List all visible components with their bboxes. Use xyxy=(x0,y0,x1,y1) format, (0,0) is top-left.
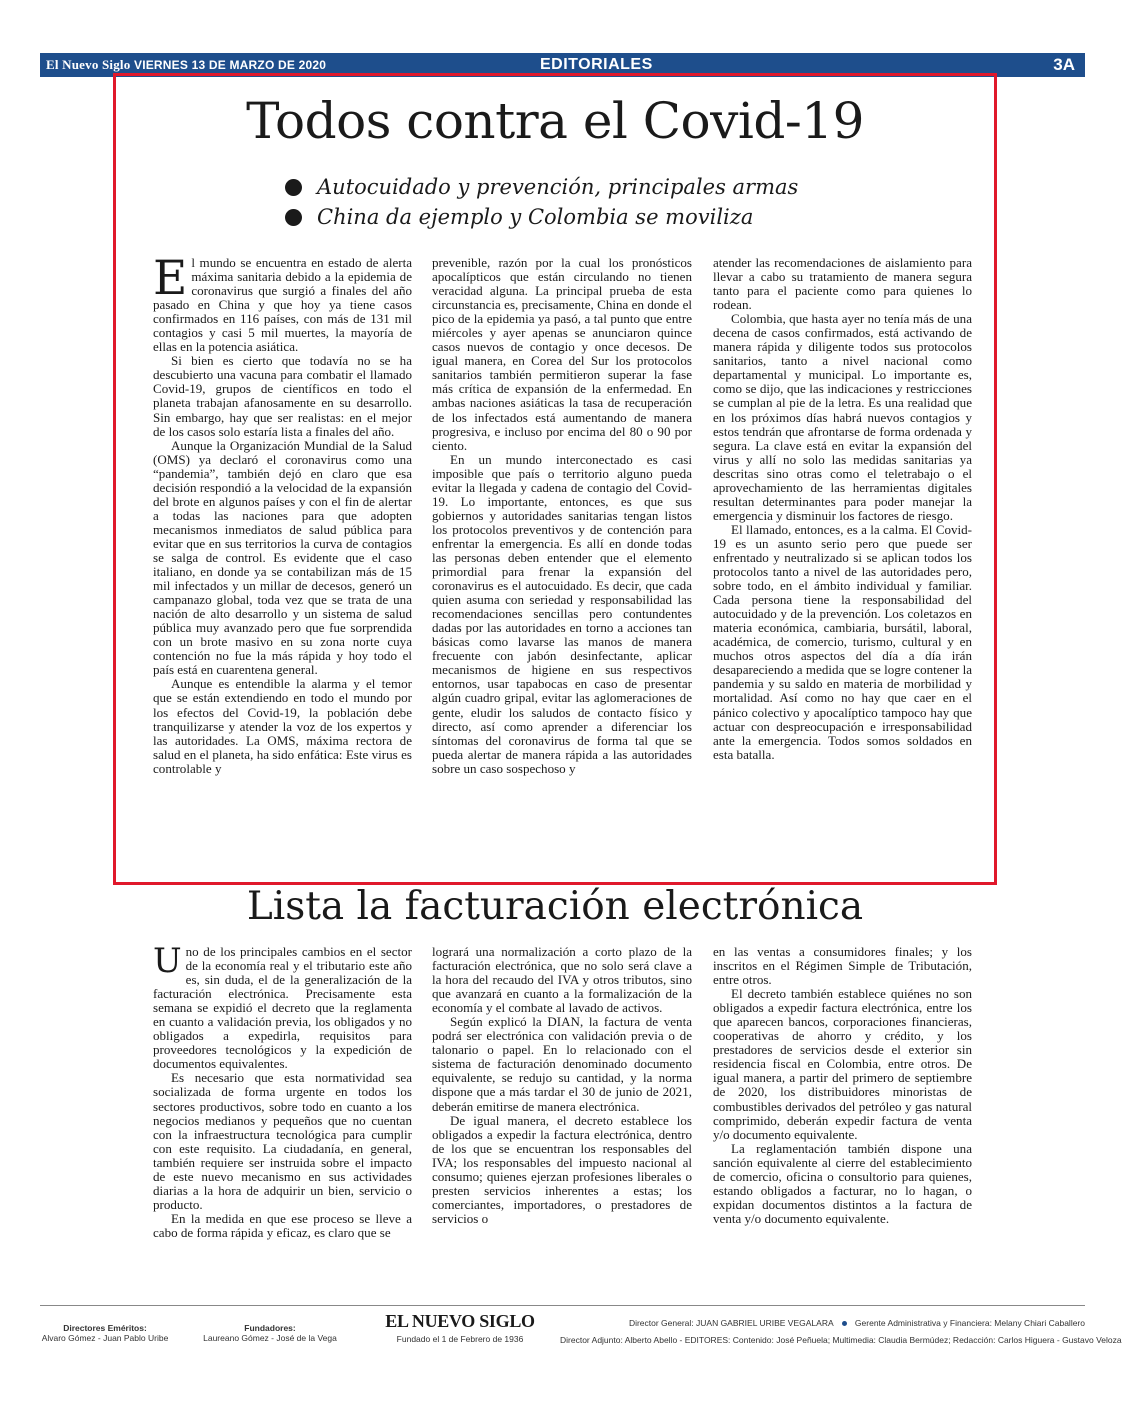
gerente: Gerente Administrativa y Financiera: Melany Chiari Caballero xyxy=(854,1318,1085,1328)
paragraph: logrará una normalización a corto plazo de la facturación electrónica, que no solo será clave a la hora del recaudo del IVA y otros tributos, sino que avanzará en cuanto a la formalización de la economía y el combate al lavado de activos. xyxy=(432,945,692,1016)
article-2-column-3 xyxy=(713,945,972,1290)
paragraph xyxy=(153,256,412,354)
bullet-dot-icon xyxy=(285,179,302,196)
drop-cap: U xyxy=(153,945,182,981)
paragraph: Es necesario que esta normatividad sea socializada de forma urgente en todos los sectores productivos, sobre todo en cuanto a los negocios medianos y pequeños que no cuentan con la infraestructura tecnológica para cumplir con este requisito. La ciudadanía, en general, también requiere ser instruida sobre el impacto de este nuevo mecanismo en sus actividades diarias a la hora de adquirir un bien, servicio o producto. xyxy=(153,1070,412,1212)
bullet-item xyxy=(285,202,798,232)
newspaper-logo: EL NUEVO SIGLO xyxy=(385,1311,535,1331)
footer-direction xyxy=(560,1318,1085,1328)
article-1-column-2 xyxy=(432,256,692,868)
paragraph xyxy=(153,945,412,1071)
bullet-text: China da ejemplo y Colombia se moviliza xyxy=(317,205,754,229)
paragraph: atender las recomendaciones de aislamiento para llevar a cabo su tratamiento de manera segura tanto para el paciente como para quienes lo rodean. xyxy=(713,256,972,313)
bullet-dot-icon xyxy=(285,209,302,226)
directores-names: Alvaro Gómez - Juan Pablo Uribe xyxy=(41,1333,169,1343)
article-1-title: Todos contra el Covid-19 xyxy=(246,92,864,150)
paragraph: La reglamentación también dispone una sanción equivalente al cierre del establecimiento de comercio, oficina o consultorio para quienes, estando obligados a facturar, no lo hagan, o expidan documentos distintos a la factura de venta y/o documento equivalente. xyxy=(713,1140,972,1226)
section-title: EDITORIALES xyxy=(540,56,653,73)
paragraph: En un mundo interconectado es casi imposible que país o territorio alguno pueda evitar la llegada y cadena de contagio del Covid-19. Lo importante, entonces, es que sus gobiernos y autoridades sanitarias tengan listos los protocolos preventivos y de contención para enfrentar la emergencia. Es allí en donde todas las personas deben entender que el elemento primordial para frenar la expansión del coronavirus es el autocuidado. Es decir, que cada quien asuma con seriedad y responsabilidad las recomendaciones sencillas pero contundentes dadas por las autoridades en torno a acciones tan básicas como lavarse las manos de manera frecuente con jabón desinfectante, aplicar mecanismos de higiene en sus respectivos entornos, usar tapabocas en caso de presentar algún cuadro gripal, evitar las aglomeraciones de gente, eludir los saludos de contacto físico y directo, así como aprender a diferenciar los síntomas del coronavirus de forma tal que se pueda alertar de manera rápida a las autoridades sobre un caso sospechoso y xyxy=(432,451,692,776)
masthead-left xyxy=(46,57,326,73)
director-general: Director General: JUAN GABRIEL URIBE VEGALARA xyxy=(628,1318,834,1328)
paragraph: El llamado, entonces, es a la calma. El Covid-19 es un asunto serio pero que puede ser enfrentado y neutralizado si se aplican todos los protocolos tanto a nivel de las autoridades pero, sobre todo, en el ámbito individual y familiar. Cada persona tiene la responsabilidad del autocuidado y de la prevención. Los coletazos en materia económica, cambiaria, bursátil, laboral, académica, de comercio, turismo, cultural y en muchos otros aspectos del día a día irán desapareciendo a medida que se logre contener la pandemia y su saldo en materia de morbilidad y mortalidad. Así como no hay que caer en el pánico colectivo y apocalíptico tampoco hay que actuar con despreocupación e irresponsabilidad ante la emergencia. Todos somos soldados en esta batalla. xyxy=(713,521,972,762)
paragraph: prevenible, razón por la cual los pronósticos apocalípticos que están circulando no tienen veracidad alguna. La principal prueba de esta circunstancia es, precisamente, China en donde el pico de la epidemia ya pasó, a tal punto que entre miércoles y ayer apenas se anunciaron quince casos nuevos de contagio y once decesos. De igual manera, en Corea del Sur los protocolos sanitarios también permitieron superar la fase más crítica de expansión de la enfermedad. En ambas naciones asiáticas la tasa de recuperación de los infectados está aumentando de manera progresiva, e incluso por encima del 80 o 90 por ciento. xyxy=(432,256,692,453)
paragraph-text: no de los principales cambios en el sector de la economía real y el tributario este año es, sin duda, el de la generalización de la facturación electrónica. Precisamente esta semana se expidió el decreto que la reglamenta en cuanto a validación previa, los obligados y no obligados a expedirla, requisitos para proveedores tecnológicos y la expedición de documentos equivalentes. xyxy=(153,945,412,1072)
fundadores-label: Fundadores: xyxy=(244,1323,296,1333)
paragraph: En la medida en que ese proceso se lleve a cabo de forma rápida y eficaz, es claro que se xyxy=(153,1210,412,1240)
paragraph-text: l mundo se encuentra en estado de alerta máxima sanitaria debido a la epidemia de coronavirus que surgió a finales del año pasado en China y que hoy ya tiene casos confirmados en 116 países, con más de 131 mil contagios y casi 5 mil muertes, la mayoría de ellas en la potencia asiática. xyxy=(153,256,412,355)
paragraph: De igual manera, el decreto establece los obligados a expedir la factura electrónica, dentro de los que se encuentran los responsables del IVA; los responsables del impuesto nacional al consumo; quienes ejerzan profesiones liberales o presten servicios inherentes a estas; los comerciantes, importadores, o prestadores de servicios o xyxy=(432,1112,692,1226)
bullet-text: Autocuidado y prevención, principales armas xyxy=(317,175,799,199)
article-1-column-1 xyxy=(153,256,412,868)
footer-divider xyxy=(40,1305,1085,1306)
paragraph: Colombia, que hasta ayer no tenía más de una decena de casos confirmados, está activando de manera rápida y diligente todos sus protocolos sanitarios, tanto a nivel nacional como departamental y municipal. Lo importante es, como se dijo, que las indicaciones y restricciones se cumplan al pie de la letra. Es una realidad que en los próximos días habrá nuevos contagios y estos tendrán que afrontarse de forma ordenada y segura. La clave está en evitar la expansión del virus y allí no solo las medidas sanitarias ya descritas sino otras como el teletrabajo o el aprovechamiento de las herramientas digitales resultan determinantes para poder manejar la emergencia y disminuir los factores de riesgo. xyxy=(713,311,972,523)
paragraph: Aunque la Organización Mundial de la Salud (OMS) ya declaró el coronavirus como una “pandemia”, también dejó en claro que esa decisión respondió a la velocidad de la expansión del brote en algunos países y con el fin de alertar a todas las naciones para que adopten mecanismos inmediatos de salud pública para evitar que en sus territorios la curva de contagios se salga de control. Es evidente que el caso italiano, en donde ya se contabilizan más de 15 mil infectados y un millar de decesos, generó un campanazo global, toda vez que se trata de una nación de alto desarrollo y un sistema de salud pública muy avanzado pero que fue sorprendida con un brote masivo en su zona norte cuya contención no fue la más rápida y hoy todo el país está en cuarentena general. xyxy=(153,437,412,678)
footer-fundadores xyxy=(200,1323,340,1343)
separator-dot-icon xyxy=(842,1321,847,1326)
fundadores-names: Laureano Gómez - José de la Vega xyxy=(203,1333,337,1343)
paragraph: El decreto también establece quiénes no son obligados a expedir factura electrónica, entre los que aparecen bancos, corporaciones financieras, cooperativas de ahorro y crédito, y los prestadores de servicios desde el exterior sin residencia fiscal en Colombia, entre otros. De igual manera, a partir del primero de septiembre de 2020, los distribuidores minoristas de combustibles derivados del petróleo y gas natural comprimido, deberán expedir factura de venta y/o documento equivalente. xyxy=(713,986,972,1142)
paragraph: Según explicó la DIAN, la factura de venta podrá ser electrónica con validación previa o de talonario o papel. En lo relacionado con el sistema de facturación denominado documento equivalente, se redujo su cantidad, y la norma dispone que a más tardar el 30 de junio de 2021, deberán emitirse de manera electrónica. xyxy=(432,1014,692,1114)
founded-date: Fundado el 1 de Febrero de 1936 xyxy=(396,1334,524,1344)
footer-directores xyxy=(40,1323,170,1343)
paragraph: en las ventas a consumidores finales; y los inscritos en el Régimen Simple de Tributación, entre otros. xyxy=(713,945,972,988)
paragraph: Aunque es entendible la alarma y el temor que se están extendiendo en todo el mundo por los efectos del Covid-19, la población debe tranquilizarse y atender la voz de los expertos y las autoridades. La OMS, máxima rectora de salud en el planeta, ha sido enfática: Este virus es controlable y xyxy=(153,676,412,776)
footer-logo-block xyxy=(380,1311,540,1344)
bullet-item xyxy=(285,172,798,202)
paragraph: Si bien es cierto que todavía no se ha descubierto una vacuna para combatir el llamado Covid-19, grupos de científicos en todo el planeta trabajan afanosamente en su desarrollo. Sin embargo, hay que ser realistas: en el mejor de los casos solo estaría lista a finales del año. xyxy=(153,353,412,439)
article-2-title: Lista la facturación electrónica xyxy=(246,884,864,929)
drop-cap: E xyxy=(153,256,188,306)
masthead-brand: El Nuevo Siglo xyxy=(46,57,131,72)
footer-staff: Director Adjunto: Alberto Abello - EDITORES: Contenido: José Peñuela; Multimedia: Claudia Bermúdez; Redacción: Carlos Higuera - Gustavo Veloza xyxy=(560,1335,1122,1345)
masthead-date: VIERNES 13 DE MARZO DE 2020 xyxy=(133,58,327,72)
page-number: 3A xyxy=(1053,55,1075,74)
article-1-bullets xyxy=(285,172,798,232)
directores-label: Directores Eméritos: xyxy=(63,1323,147,1333)
article-2-column-2 xyxy=(432,945,692,1290)
article-1-column-3 xyxy=(713,256,972,868)
article-2-column-1 xyxy=(153,945,412,1290)
